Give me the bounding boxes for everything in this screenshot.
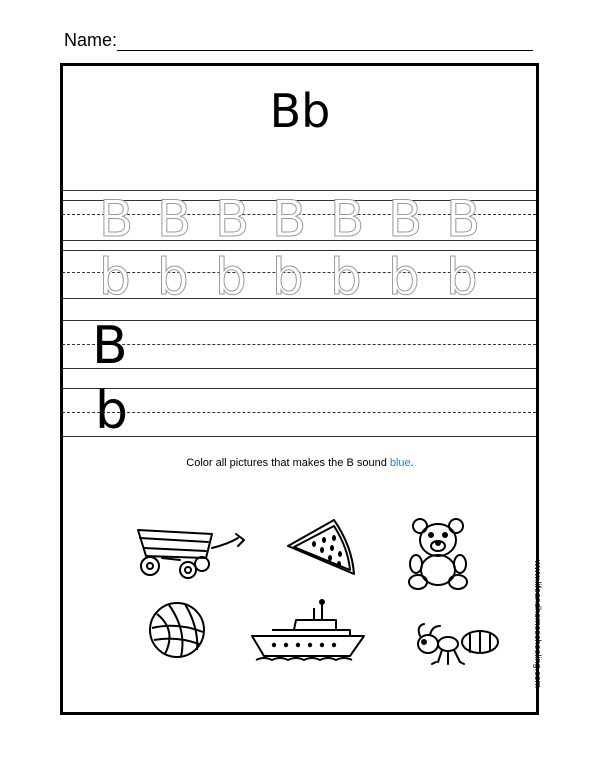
page-title: Bb: [269, 84, 331, 138]
name-label: Name:: [64, 30, 118, 50]
trace-row-upper: [62, 188, 536, 246]
trace-letter: B: [330, 190, 365, 248]
ball-icon[interactable]: [147, 600, 207, 660]
trace-letter: B: [388, 190, 423, 248]
rule-line: [62, 368, 536, 369]
dash-line: [62, 344, 536, 345]
instruction-main: Color all pictures that makes the B sound: [186, 457, 390, 469]
rule-line: [62, 320, 536, 321]
website-url: www.lifeandhomeschooling.com: [533, 560, 543, 689]
trace-letter: b: [446, 248, 478, 306]
trace-letter: B: [272, 190, 307, 248]
trace-letter: B: [99, 190, 134, 248]
watermelon-slice-icon[interactable]: [284, 516, 360, 578]
name-line[interactable]: [117, 50, 533, 51]
trace-letter: b: [99, 248, 131, 306]
model-letter-upper: B: [92, 316, 128, 376]
trace-letter: b: [388, 248, 420, 306]
boat-icon[interactable]: [250, 598, 366, 662]
trace-letter: b: [157, 248, 189, 306]
instruction-color-word: blue: [389, 457, 411, 469]
rule-line: [62, 436, 536, 437]
trace-letter: b: [215, 248, 247, 306]
ant-icon[interactable]: [410, 622, 502, 666]
trace-letter: b: [330, 248, 362, 306]
trace-row-lower: [62, 246, 536, 306]
trace-letter: B: [215, 190, 250, 248]
model-letter-lower: b: [95, 381, 129, 441]
rule-line: [62, 388, 536, 389]
instruction-text: [0, 457, 600, 469]
trace-letter: B: [157, 190, 192, 248]
wagon-icon[interactable]: [128, 518, 246, 584]
trace-letter: B: [446, 190, 481, 248]
teddy-bear-icon[interactable]: [406, 516, 470, 592]
dash-line: [62, 412, 536, 413]
instruction-end: .: [410, 457, 414, 469]
trace-letter: b: [272, 248, 304, 306]
